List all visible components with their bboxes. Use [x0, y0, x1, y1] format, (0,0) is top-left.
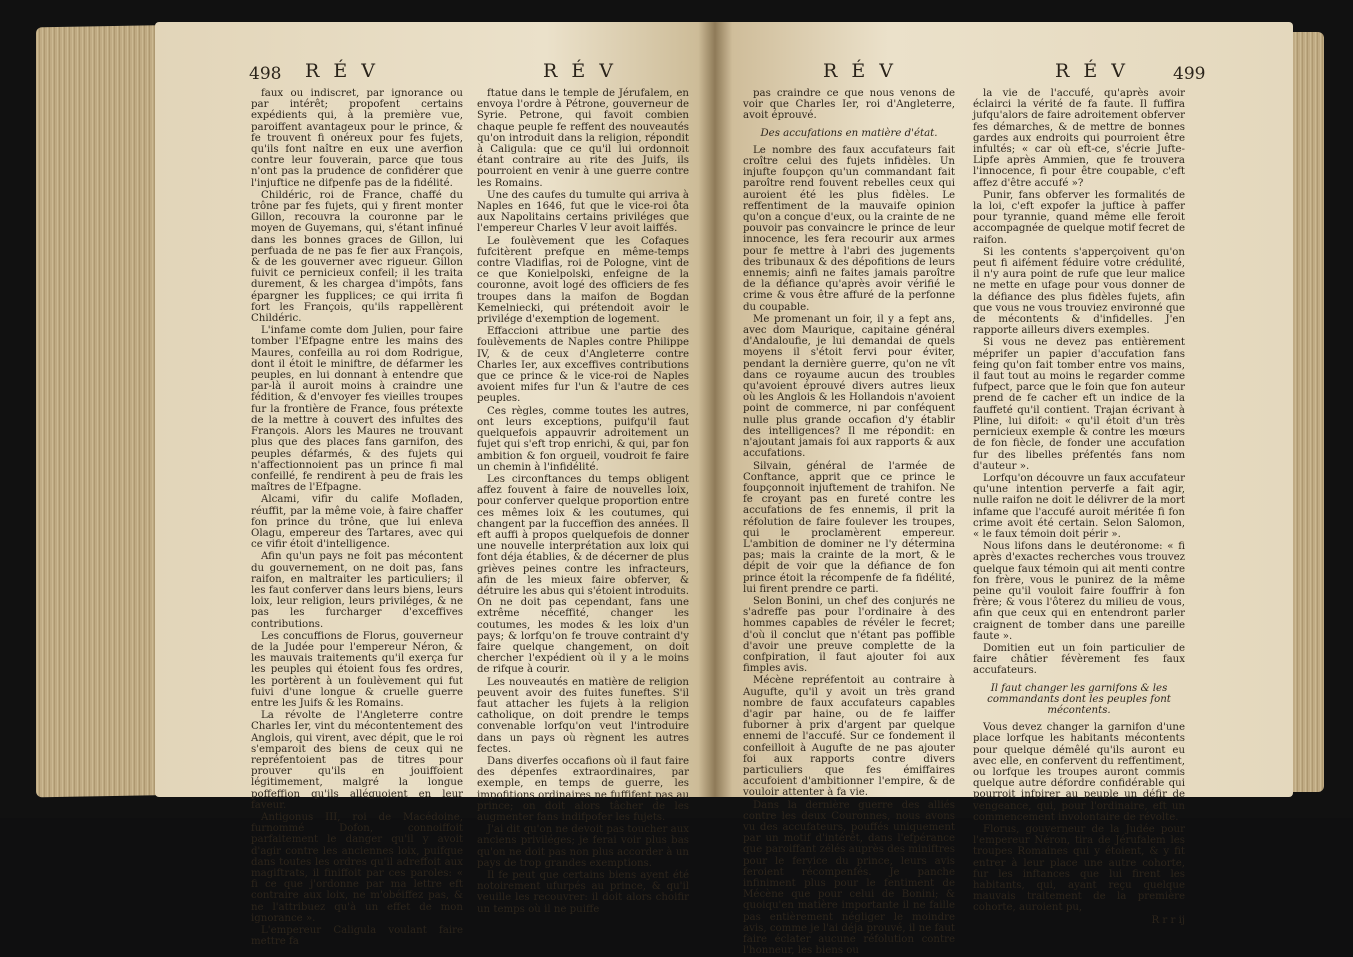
- paragraph: Ces règles, comme toutes les autres, ont leurs exceptions, puifqu'il faut quelquefois appauvrir adroitement un fujet qui s'eft trop enrichi, & qui, par fon ambition & fon orgueil, voudroit fe faire un chemin à l'infidélité.: [477, 405, 689, 473]
- open-book: [30, 14, 1330, 957]
- paragraph: L'infame comte dom Julien, pour faire tomber l'Efpagne entre les mains des Maures, confeilla au roi dom Rodrigue, dont il étoit le miniftre, de défarmer les peuples, en lui donnant à entendre que par-là il auroit moins à craindre une fédition, & d'envoyer fes vieilles troupes fur la frontière de France, fous prétexte de la mettre à couvert des infultes des François. Alors les Maures ne trouvant plus que des places fans garnifon, des peuples défarmés, & des fujets qui n'affectionnoient pas un prince fi mal confeillé, fe rendirent à peu de frais les maîtres de l'Efpagne.: [251, 325, 463, 494]
- left-page-header: [155, 60, 715, 90]
- right-page-running-title-2: R É V: [1055, 60, 1129, 82]
- paragraph: Silvain, général de l'armée de Conftance, apprit que ce prince le foupçonnoit injuftement de trahifon. Ne fe croyant pas en fureté contre les accufations de fes ennemis, il prit la réfolution de faire foulever les troupes, qui le proclamèrent empereur. L'ambition de dominer ne l'y détermina pas; mais la crainte de la mort, & le dépit de voir que la défiance de fon prince étoit la récompenfe de fa fidélité, lui firent prendre ce parti.: [743, 460, 955, 595]
- paragraph: Les circonftances du temps obligent affez fouvent à faire de nouvelles loix, pour conferver quelque proportion entre ces mêmes loix & les coutumes, qui changent par la fucceffion des années. Il eft auffi à propos quelquefois de donner une nouvelle interprétation aux loix qui font déja établies, & de décerner de plus grièves peines contre les infracteurs, afin de les mieux faire obferver, & détruire les abus qui s'étoient introduits. On ne doit pas cependant, fans une extrême néceffité, changer les coutumes, les modes & les loix d'un pays; & lorfqu'on fe trouve contraint d'y faire quelque changement, on doit chercher l'expédient où il y a le moins de rifque à courir.: [477, 473, 689, 676]
- right-page: [715, 22, 1293, 957]
- paragraph: Me promenant un foir, il y a fept ans, avec dom Maurique, capitaine général d'Andaloufie, je lui demandai de quels moyens il s'étoit fervi pour éviter, pendant la dernière guerre, qu'on ne vît dans ce royaume aucun des troubles qu'avoient éprouvé divers autres lieux où les Anglois & les Hollandois n'avoient point de commerce, ni par conféquent nulle plus grande occafion d'y établir des intelligences? Il me répondit: en n'ajoutant jamais foi aux rapports & aux accufations.: [743, 313, 955, 460]
- paragraph: Si vous ne devez pas entièrement méprifer un papier d'accufation fans feing qu'on fait tomber entre vos mains, il faut tout au moins le regarder comme fufpect, parce que le foin que fon auteur prend de fe cacher eft un indice de la fauffeté qu'il contient. Trajan écrivant à Pline, lui difoit: « qu'il étoit d'un très pernicieux exemple & contre les mœurs de fon fiècle, de fonder une accufation fur des libelles préfentés fans nom d'auteur ».: [973, 337, 1185, 472]
- paragraph: Les concuffions de Florus, gouverneur de la Judée pour l'empereur Néron, & les mauvais traitements qu'il exerça fur les peuples qui étoient fous fes ordres, les portèrent à un foulèvement qui fut fuivi d'une longue & cruelle guerre entre les Juifs & les Romains.: [251, 630, 463, 709]
- section-heading: Il faut changer les garnifons & les commandants dont les peuples font mécontents.: [987, 682, 1171, 716]
- left-page-column-2: [477, 88, 689, 916]
- paragraph: Effaccioni attribue une partie des foulèvements de Naples contre Philippe IV, & de ceux d'Angleterre contre Charles Ier, aux exceffives contributions que ce prince & le vice-roi de Naples avoient mifes fur l'un & l'autre de ces peuples.: [477, 326, 689, 405]
- right-page-column-1: [743, 88, 955, 957]
- paragraph: Les nouveautés en matière de religion peuvent avoir des fuites funeftes. S'il faut attacher les fujets à la religion catholique, on doit prendre le temps convenable lorfqu'on veut l'introduire dans un pays où règnent les autres fectes.: [477, 676, 689, 755]
- paragraph: Une des caufes du tumulte qui arriva à Naples en 1646, fut que le vice-roi ôta aux Napolitains certains priviléges que l'empereur Charles V leur avoit laiffés.: [477, 189, 689, 235]
- right-page-number: 499: [1173, 64, 1206, 84]
- right-page-header: [715, 60, 1293, 90]
- paragraph: Antigonus III, roi de Macédoine, furnommé Dofon, connoiffoit parfaitement le danger qu'il y avoit d'agir contre les anciennes loix, puifque dans toutes les ordres qu'il adreffoit aux magiftrats, il finiffoit par ces paroles: « fi ce que j'ordonne par ma lettre eft contraire aux loix, ne m'obéiffez pas, & ne l'attribuez qu'à un effet de mon ignorance ».: [251, 812, 463, 924]
- paragraph: la vie de l'accufé, qu'après avoir éclairci la vérité de fa faute. Il fuffira jufqu'alors de faire adroitement obferver fes démarches, & de mettre de bonnes gardes aux endroits qui pourroient être infultés; « car où eft-ce, s'écrie Jufte-Lipfe après Ammien, que fe trouvera l'innocence, fi pour être coupable, c'eft affez d'être accufé »?: [973, 88, 1185, 189]
- paragraph: Le foulèvement que les Cofaques fufcitèrent prefque en même-temps contre Vladiflas, roi de Pologne, vint de ce que Konielpolski, enfeigne de la couronne, avoit logé des officiers de fes troupes dans la maifon de Bogdan Kemelniecki, qui prétendoit avoir le privilége d'exemption de logement.: [477, 235, 689, 326]
- paragraph: Dans la dernière guerre des alliés contre les deux Couronnes, nous avons vu des accufateurs, pouffés uniquement par un motif d'intérêt, dans l'efpérance que paroiffant zélés auprès des miniftres pour le fervice du prince, leurs avis feroient récompenfés. Je panche infiniment plus pour le fentiment de Mécène que pour celui de Bonini; & quoiqu'en matière importante il ne faille pas entièrement négliger le moindre avis, comme je l'ai déja prouvé, il ne faut faire éclater aucune réfolution contre l'honneur, les biens ou: [743, 799, 955, 957]
- right-page-column-2: [973, 88, 1185, 927]
- paragraph: Alcami, vifir du calife Mofladen, réuffit, par la même voie, à faire chaffer fon prince du trône, que lui enleva Olagu, empereur des Tartares, avec qui ce vifir étoit d'intelligence.: [251, 494, 463, 551]
- paragraph: Vous devez changer la garnifon d'une place lorfque les habitants mécontents pour quelque démêlé qu'ils auront eu avec elle, en confervent du reffentiment, ou lorfque les troupes auront commis quelque autre défordre confidérable qui pourroit infpirer au peuple un défir de vengeance, qui, pour l'ordinaire, eft un commencement involontaire de révolte.: [973, 722, 1185, 823]
- paragraph: faux ou indiscret, par ignorance ou par intérêt; propofent certains expédients qui, à la première vue, paroiffent avantageux pour le prince, & fe trouvent fi onéreux pour fes fujets, qu'ils font naître en eux une averfion contre leur fouverain, parce que tous n'ont pas la prudence de confidérer que l'injuftice ne difpenfe pas de la fidélité.: [251, 88, 463, 189]
- paragraph: Lorfqu'on découvre un faux accufateur qu'une intention perverfe a fait agir, nulle raifon ne doit le délivrer de la mort infame que l'accufé auroit méritée fi fon crime avoit été certain. Selon Salomon, « le faux témoin doit périr ».: [973, 472, 1185, 540]
- paragraph: Dans diverfes occafions où il faut faire des dépenfes extraordinaires, par exemple, en temps de guerre, les impofitions ordinaires ne fuffifent pas au prince; on doit alors tâcher de les augmenter fans indifpofer les fujets.: [477, 755, 689, 823]
- paragraph: Le nombre des faux accufateurs fait croître celui des fujets infidèles. Un injufte foupçon qu'un commandant fait paroître rend fouvent rebelles ceux qui auroient été les plus fidèles. Le reffentiment de la mauvaife opinion qu'on a conçue d'eux, ou la crainte de ne pouvoir pas convaincre le prince de leur innocence, les fera recourir aux armes pour fe mettre à l'abri des jugements des tribunaux & des dépofitions de leurs ennemis; ainfi ne faites jamais paroître de la défiance qu'après avoir vérifié le crime & vous être affuré de la perfonne du coupable.: [743, 144, 955, 313]
- paragraph: pas craindre ce que nous venons de voir que Charles Ier, roi d'Angleterre, avoit éprouvé.: [743, 88, 955, 122]
- paragraph: L'empereur Caligula voulant faire mettre fa: [251, 925, 463, 948]
- paragraph: Mécène repréfentoit au contraire à Augufte, qu'il y avoit un très grand nombre de faux accufateurs capables d'agir par haine, ou de fe laiffer fuborner à prix d'argent par quelque ennemi de l'accufé. Sur ce fondement il confeilloit à Augufte de ne pas ajouter foi aux rapports contre divers particuliers que fes émiffaires accufoient d'ambitionner l'empire, & de vouloir attenter à fa vie.: [743, 675, 955, 799]
- paragraph: Punir, fans obferver les formalités de la loi, c'eft expofer la juftice à paffer pour tyrannie, quand même elle feroit accompagnée de quelque motif fecret de raifon.: [973, 189, 1185, 246]
- paragraph: Si les contents s'apperçoivent qu'on peut fi aifément féduire votre crédulité, il n'y aura point de rufe que leur malice ne mette en ufage pour vous donner de la défiance des plus fidèles fujets, afin que vous ne vous trouviez environné que de mécontents & d'infidelles. J'en rapporte ailleurs divers exemples.: [973, 246, 1185, 337]
- paragraph: Domitien eut un foin particulier de faire châtier févèrement fes faux accufateurs.: [973, 642, 1185, 677]
- left-page-running-title-1: R É V: [305, 60, 379, 82]
- left-page-running-title-2: R É V: [543, 60, 617, 82]
- paragraph: Nous lifons dans le deutéronome: « fi après d'exactes recherches vous trouvez quelque faux témoin qui ait menti contre fon frère, vous le punirez de la même peine qu'il vouloit faire fouffrir à fon frère; & vous l'ôterez du milieu de vous, afin que ceux qui en entendront parler craignent de tomber dans une pareille faute ».: [973, 541, 1185, 642]
- paragraph: Florus, gouverneur de la Judée pour l'empereur Néron, tira de Jérufalem les troupes Romaines qui y étoient, & y fit entrer à leur place une autre cohorte, fur les inftances que lui firent les habitants, qui, ayant reçu quelque mauvais traitement de la première cohorte, auroient pu,: [973, 824, 1185, 914]
- section-heading: Des accufations en matière d'état.: [760, 127, 938, 139]
- paragraph: Afin qu'un pays ne foit pas mécontent du gouvernement, on ne doit pas, fans raifon, en maltraiter les particuliers; il les faut conferver dans leurs biens, leurs loix, leur religion, leurs priviléges, & ne pas les furcharger d'exceffives contributions.: [251, 551, 463, 630]
- paragraph: Childéric, roi de France, chaffé du trône par fes fujets, qui y firent monter Gillon, recouvra la couronne par le moyen de Guyemans, qui, s'étant infinué dans les bonnes graces de Gillon, lui perfuada de ne pas fe fier aux François, & de les gouverner avec rigueur. Gillon fuivit ce pernicieux confeil; il les traita durement, & les chargea d'impôts, fans épargner les fupplices; ce qui irrita fi fort les François, qu'ils rappellèrent Childéric.: [251, 189, 463, 325]
- left-page-column-1: [251, 88, 463, 948]
- left-page: [155, 22, 715, 948]
- left-page-number: 498: [249, 64, 282, 84]
- paragraph: J'ai dit qu'on ne devoit pas toucher aux anciens priviléges; je ferai voir plus bas qu'on ne doit pas non plus accorder à un pays de trop grandes exemptions.: [477, 824, 689, 869]
- signature-mark: R r r ij: [1151, 914, 1185, 926]
- paragraph: Selon Bonini, un chef des conjurés ne s'adreffe pas pour l'ordinaire à des hommes capables de révéler le fecret; d'où il conclut que n'étant pas poffible d'avoir une preuve complette de la confpiration, il faut ajouter foi aux fimples avis.: [743, 595, 955, 675]
- paragraph: Il fe peut que certains biens ayent été notoirement ufurpés au prince, & qu'il veuille les recouvrer: il doit alors choifir un temps où il ne puiffe: [477, 870, 689, 915]
- paragraph: ftatue dans le temple de Jérufalem, en envoya l'ordre à Pétrone, gouverneur de Syrie. Petrone, qui favoit combien chaque peuple fe reffent des nouveautés qu'on introduit dans la religion, répondit à Caligula: que ce qu'il lui ordonnoit étant contraire au rite des Juifs, ils pourroient en venir à une guerre contre les Romains.: [477, 88, 689, 189]
- right-page-running-title-1: R É V: [823, 60, 897, 82]
- paragraph: La révolte de l'Angleterre contre Charles Ier, vint du mécontentement des Anglois, qui virent, avec dépit, que le roi s'emparoit des biens de ceux qui ne repréfentoient pas de titres pour prouver qu'ils en jouiffoient légitimement, malgré la longue poffeffion qu'ils alléguoient en leur faveur.: [251, 710, 463, 811]
